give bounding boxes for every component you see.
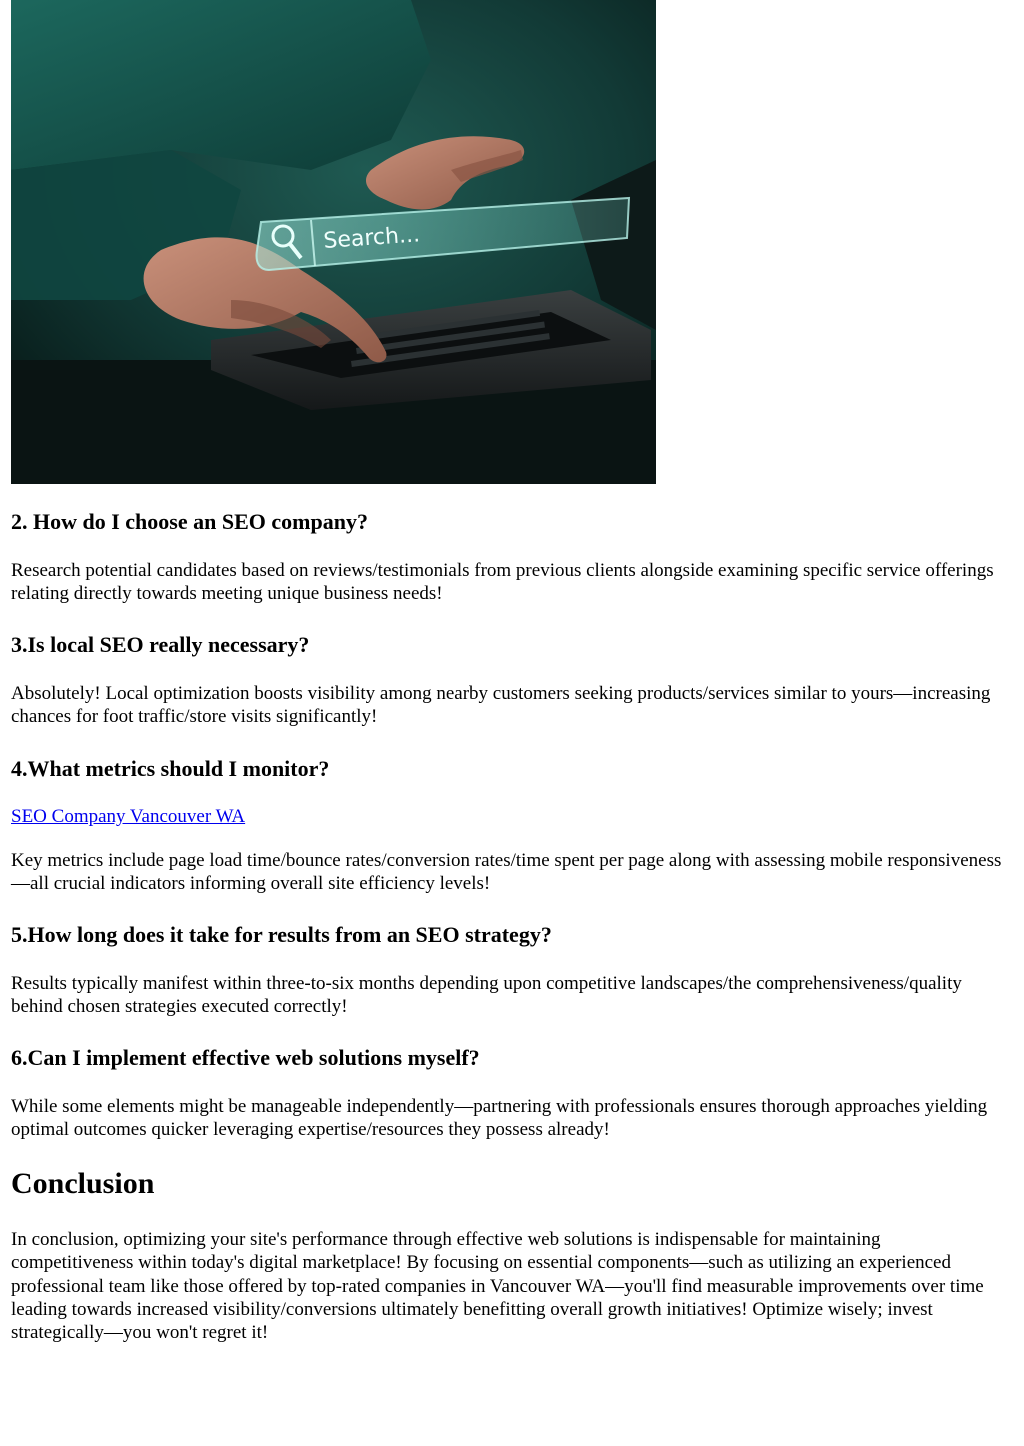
faq-answer-2: Research potential candidates based on reviews/testimonials from previous clients alongside examining specific service offerings relating directly towards meeting unique business needs! [11, 560, 994, 605]
hero-search-text: Search... [322, 222, 421, 254]
faq-answer-6: While some elements might be manageable independently—partnering with professionals ensures thorough approaches yielding optimal outcomes quicker leveraging expertise/resources they possess already! [11, 1096, 988, 1141]
faq-question-4: 4.What metrics should I monitor? [11, 756, 330, 781]
article [11, 0, 1006, 1344]
faq-answer-5: Results typically manifest within three-to-six months depending upon competitive landscapes/the comprehensiveness/quality behind chosen strategies executed correctly! [11, 973, 962, 1018]
seo-company-vancouver-link[interactable]: SEO Company Vancouver WA [11, 806, 246, 827]
faq-question-6: 6.Can I implement effective web solutions myself? [11, 1045, 480, 1070]
faq-question-3: 3.Is local SEO really necessary? [11, 632, 310, 657]
faq-answer-3: Absolutely! Local optimization boosts visibility among nearby customers seeking products/services similar to yours—increasing chances for foot traffic/store visits significantly! [11, 683, 991, 728]
conclusion-heading: Conclusion [11, 1167, 155, 1200]
faq-answer-4: Key metrics include page load time/bounce rates/conversion rates/time spent per page along with assessing mobile responsiveness—all crucial indicators informing overall site efficiency levels! [11, 850, 1002, 895]
faq-question-5: 5.How long does it take for results from an SEO strategy? [11, 922, 552, 947]
conclusion-body: In conclusion, optimizing your site's performance through effective web solutions is indispensable for maintaining competitiveness within today's digital marketplace! By focusing on essential components—such as utilizing an experienced professional team like those offered by top-rated companies in Vancouver WA—you'll find measurable improvements over time leading towards increased visibility/conversions ultimately benefitting overall growth initiatives! Optimize wisely; invest strategically—you won't regret it! [11, 1229, 984, 1344]
faq-question-2: 2. How do I choose an SEO company? [11, 509, 368, 534]
hero-image [11, 0, 656, 484]
link-container [11, 805, 1006, 828]
